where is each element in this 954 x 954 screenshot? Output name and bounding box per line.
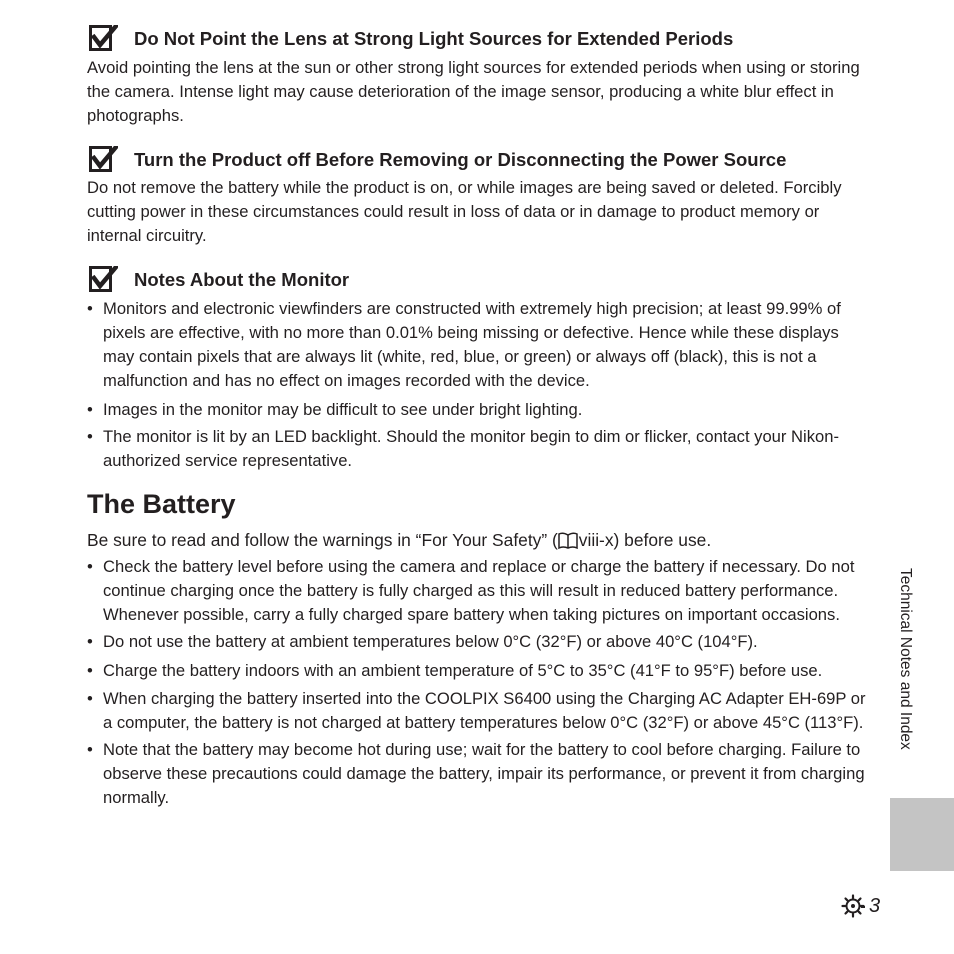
- note-title: Turn the Product off Before Removing or Disconnecting the Power Source: [134, 148, 787, 170]
- note-title: Notes About the Monitor: [134, 268, 350, 290]
- list-item: • The monitor is lit by an LED backlight. Should the monitor begin to dim or flicker, contact your Nikon-authorized service representative.: [87, 425, 869, 473]
- list-item: • Note that the battery may become hot during use; wait for the battery to cool before charging. Failure to observe these precautions could damage the battery, impair its performance, or prevent it from charging normally.: [87, 738, 869, 810]
- side-tab-label: Technical Notes and Index: [897, 568, 914, 750]
- note-title: Do Not Point the Lens at Strong Light Sources for Extended Periods: [134, 27, 734, 49]
- note-heading: [89, 25, 733, 52]
- technical-notes-icon: [841, 893, 869, 919]
- list-item: • Do not use the battery at ambient temperatures below 0°C (32°F) or above 40°C (104°F).: [87, 630, 869, 654]
- check-mark-icon: [89, 266, 118, 293]
- book-icon: [558, 531, 578, 555]
- note-heading: [89, 146, 786, 173]
- list-item: • Check the battery level before using the camera and replace or charge the battery if necessary. Do not continue charging once the battery is fully charged as this will result in reduced battery performance. Whenever possible, carry a fully charged spare battery when taking pictures on important occasions.: [87, 555, 869, 627]
- page-number: [841, 893, 880, 919]
- list-item: • When charging the battery inserted into the COOLPIX S6400 using the Charging AC Adapter EH-69P or a computer, the battery is not charged at battery temperatures below 0°C (32°F) or above 45°C (113°F).: [87, 687, 869, 735]
- note-heading: [89, 266, 349, 293]
- battery-list: [87, 555, 869, 810]
- monitor-notes-list: [87, 297, 869, 473]
- section-intro: [87, 528, 869, 555]
- list-item: • Monitors and electronic viewfinders are constructed with extremely high precision; at least 99.99% of pixels are effective, with no more than 0.01% being missing or defective. Hence while these displays may contain pixels that are always lit (white, red, blue, or green) or always off (black), this is not a malfunction and has no effect on images recorded with the device.: [87, 297, 869, 393]
- note-body: Avoid pointing the lens at the sun or other strong light sources for extended periods when using or storing the camera. Intense light may cause deterioration of the image sensor, producing a white blur effect in photographs.: [87, 58, 860, 125]
- section-title: The Battery: [87, 489, 236, 519]
- note-body: Do not remove the battery while the product is on, or while images are being saved or deleted. Forcibly cutting power in these circumstances could result in loss of data or in damage to product memory or internal circuitry.: [87, 178, 842, 245]
- check-mark-icon: [89, 25, 118, 52]
- list-item: • Charge the battery indoors with an ambient temperature of 5°C to 35°C (41°F to 95°F) before use.: [87, 659, 869, 683]
- check-mark-icon: [89, 146, 118, 173]
- list-item: • Images in the monitor may be difficult to see under bright lighting.: [87, 398, 869, 422]
- side-tab[interactable]: [890, 798, 954, 871]
- intro-text: Be sure to read and follow the warnings in “For Your Safety” (: [87, 530, 558, 550]
- page-number-value: 3: [869, 895, 881, 917]
- intro-page-ref: viii-x) before use.: [578, 530, 712, 550]
